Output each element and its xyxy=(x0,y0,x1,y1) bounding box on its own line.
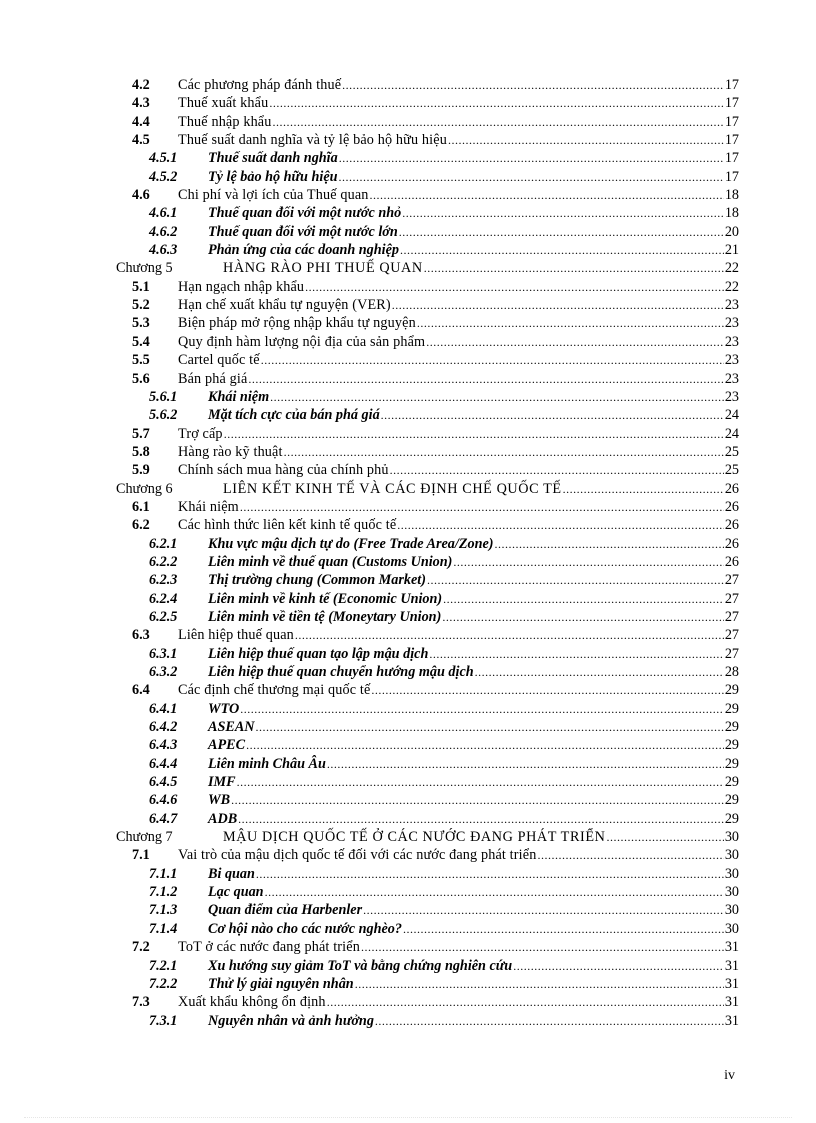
toc-entry[interactable] xyxy=(113,498,739,516)
toc-dot-leader xyxy=(273,113,724,131)
toc-entry-number: 4.5 xyxy=(132,132,150,149)
toc-entry-page: 17 xyxy=(724,168,739,185)
toc-entry-title: Xu hướng suy giảm ToT và bằng chứng nghiên cứu xyxy=(208,957,513,974)
toc-entry-number: 5.2 xyxy=(132,297,150,314)
toc-entry-title: Liên hiệp thuế quan xyxy=(178,627,294,644)
toc-entry-number: 7.1.2 xyxy=(149,884,178,901)
toc-entry[interactable] xyxy=(113,278,739,296)
toc-dot-leader xyxy=(371,681,723,699)
toc-entry[interactable] xyxy=(113,571,739,589)
toc-dot-leader xyxy=(475,663,724,681)
toc-entry-number: 7.2 xyxy=(132,939,150,956)
toc-entry-number: 4.6.2 xyxy=(149,223,178,240)
toc-entry-title: Bi quan xyxy=(208,865,255,882)
toc-entry-number: 7.1 xyxy=(132,847,150,864)
toc-entry-title: Thuế xuất khẩu xyxy=(178,95,269,112)
toc-entry-number: 6.2.3 xyxy=(149,572,178,589)
toc-entry-number: 5.1 xyxy=(132,278,150,295)
toc-dot-leader xyxy=(339,168,724,186)
toc-entry-title: Xuất khẩu không ổn định xyxy=(178,994,326,1011)
toc-entry-page: 31 xyxy=(724,1012,739,1029)
toc-entry[interactable] xyxy=(113,553,739,571)
toc-entry[interactable] xyxy=(113,296,739,314)
toc-entry-number: 5.4 xyxy=(132,333,150,350)
toc-entry-title: Thuế quan đối với một nước nhỏ xyxy=(208,205,402,222)
toc-dot-leader xyxy=(563,480,724,498)
toc-entry-title: Các định chế thương mại quốc tế xyxy=(178,682,371,699)
toc-entry-title: APEC xyxy=(208,737,246,754)
toc-entry-page: 26 xyxy=(724,517,739,534)
toc-entry-number: 6.2.4 xyxy=(149,590,178,607)
toc-entry-title: Lạc quan xyxy=(208,884,264,901)
toc-entry-number: 6.3 xyxy=(132,627,150,644)
toc-dot-leader xyxy=(339,149,724,167)
toc-entry-title: ASEAN xyxy=(208,719,255,736)
toc-entry-page: 27 xyxy=(724,572,739,589)
toc-dot-leader xyxy=(495,535,724,553)
toc-entry-title: Hạn chế xuất khẩu tự nguyện (VER) xyxy=(178,297,391,314)
toc-entry-title: Các hình thức liên kết kinh tế quốc tế xyxy=(178,517,397,534)
toc-entry-title: Liên minh Châu Âu xyxy=(208,755,326,772)
toc-entry-page: 31 xyxy=(724,939,739,956)
toc-dot-leader xyxy=(270,388,724,406)
toc-entry[interactable] xyxy=(113,186,739,204)
toc-dot-leader xyxy=(424,259,724,277)
toc-entry-page: 17 xyxy=(724,150,739,167)
toc-dot-leader xyxy=(453,553,723,571)
toc-entry-page: 17 xyxy=(724,113,739,130)
toc-entry-title: Thuế suất danh nghĩa và tỷ lệ bảo hộ hữu hiệu xyxy=(178,132,447,149)
toc-entry-number: 5.5 xyxy=(132,352,150,369)
toc-entry-number: 4.4 xyxy=(132,113,150,130)
toc-chapter-entry[interactable] xyxy=(113,259,739,277)
toc-entry[interactable] xyxy=(113,883,739,901)
toc-dot-leader xyxy=(381,406,724,424)
toc-entry-page: 29 xyxy=(724,682,739,699)
toc-entry[interactable] xyxy=(113,461,739,479)
toc-entry[interactable] xyxy=(113,920,739,938)
toc-entry[interactable] xyxy=(113,791,739,809)
toc-entry-number: 7.2.1 xyxy=(149,957,178,974)
toc-entry-title: Quan điểm của Harbenler xyxy=(208,902,363,919)
toc-entry[interactable] xyxy=(113,626,739,644)
toc-entry-title: Thuế suất danh nghĩa xyxy=(208,150,338,167)
toc-entry-title: Hàng rào kỹ thuật xyxy=(178,443,283,460)
toc-entry-title: ToT ở các nước đang phát triển xyxy=(178,939,360,956)
toc-entry-page: 27 xyxy=(724,608,739,625)
toc-entry-page: 18 xyxy=(724,187,739,204)
toc-entry[interactable] xyxy=(113,957,739,975)
toc-entry-page: 22 xyxy=(724,260,739,277)
toc-dot-leader xyxy=(448,131,724,149)
toc-entry-number: 4.6.1 xyxy=(149,205,178,222)
toc-entry-page: 23 xyxy=(724,370,739,387)
toc-entry[interactable] xyxy=(113,94,739,112)
toc-dot-leader xyxy=(400,241,724,259)
toc-entry[interactable] xyxy=(113,718,739,736)
toc-entry[interactable] xyxy=(113,516,739,534)
toc-entry-number: 7.1.4 xyxy=(149,920,178,937)
toc-entry-page: 17 xyxy=(724,132,739,149)
toc-entry-number: 6.2.1 xyxy=(149,535,178,552)
toc-dot-leader xyxy=(426,333,724,351)
toc-entry[interactable] xyxy=(113,333,739,351)
table-of-contents xyxy=(113,76,739,1030)
toc-entry[interactable] xyxy=(113,131,739,149)
toc-entry-title: Thử lý giải nguyên nhân xyxy=(208,975,354,992)
toc-entry-number: Chương 5 xyxy=(116,260,173,277)
toc-entry[interactable] xyxy=(113,370,739,388)
toc-entry-page: 30 xyxy=(724,847,739,864)
toc-entry-page: 21 xyxy=(724,242,739,259)
toc-dot-leader xyxy=(269,94,723,112)
toc-entry-number: 4.3 xyxy=(132,95,150,112)
toc-entry-number: 5.9 xyxy=(132,462,150,479)
toc-dot-leader xyxy=(327,993,724,1011)
toc-dot-leader xyxy=(375,1012,724,1030)
toc-entry[interactable] xyxy=(113,1012,739,1030)
toc-entry[interactable] xyxy=(113,865,739,883)
toc-entry-page: 31 xyxy=(724,975,739,992)
toc-entry[interactable] xyxy=(113,700,739,718)
toc-entry-number: 6.2.2 xyxy=(149,553,178,570)
toc-entry-page: 26 xyxy=(724,480,739,497)
toc-entry-number: 6.1 xyxy=(132,498,150,515)
toc-entry-number: 6.4.5 xyxy=(149,774,178,791)
toc-dot-leader xyxy=(443,590,724,608)
toc-dot-leader xyxy=(295,626,724,644)
toc-entry-page: 22 xyxy=(724,278,739,295)
toc-entry-title: Hạn ngạch nhập khẩu xyxy=(178,278,305,295)
toc-dot-leader xyxy=(231,791,724,809)
toc-dot-leader xyxy=(327,755,724,773)
toc-entry-number: 4.6 xyxy=(132,187,150,204)
toc-dot-leader xyxy=(248,370,723,388)
toc-entry[interactable] xyxy=(113,938,739,956)
toc-entry[interactable] xyxy=(113,645,739,663)
toc-dot-leader xyxy=(397,516,724,534)
toc-entry-title: Khái niệm xyxy=(178,498,239,515)
toc-entry[interactable] xyxy=(113,443,739,461)
toc-entry[interactable] xyxy=(113,590,739,608)
toc-entry[interactable] xyxy=(113,351,739,369)
toc-entry[interactable] xyxy=(113,846,739,864)
toc-entry-title: IMF xyxy=(208,774,236,791)
toc-dot-leader xyxy=(237,773,724,791)
toc-dot-leader xyxy=(399,223,724,241)
toc-entry-page: 23 xyxy=(724,352,739,369)
toc-entry-number: 7.1.1 xyxy=(149,865,178,882)
toc-entry-title: WB xyxy=(208,792,231,809)
toc-entry[interactable] xyxy=(113,241,739,259)
toc-entry-title: Tỷ lệ bảo hộ hữu hiệu xyxy=(208,168,338,185)
toc-entry-page: 23 xyxy=(724,388,739,405)
toc-entry-title: Cartel quốc tế xyxy=(178,352,260,369)
toc-entry-title: Trợ cấp xyxy=(178,425,223,442)
toc-entry-number: 4.6.3 xyxy=(149,242,178,259)
toc-entry-title: Nguyên nhân và ảnh hưởng xyxy=(208,1012,374,1029)
toc-entry-title: HÀNG RÀO PHI THUẾ QUAN xyxy=(223,260,423,277)
toc-entry[interactable] xyxy=(113,76,739,94)
toc-entry-title: Liên minh về tiền tệ (Moneytary Union) xyxy=(208,608,442,625)
toc-entry-page: 29 xyxy=(724,792,739,809)
toc-dot-leader xyxy=(363,901,724,919)
toc-dot-leader xyxy=(537,846,723,864)
toc-dot-leader xyxy=(361,938,724,956)
toc-entry-page: 27 xyxy=(724,627,739,644)
toc-entry[interactable] xyxy=(113,535,739,553)
toc-entry[interactable] xyxy=(113,113,739,131)
toc-entry-number: Chương 7 xyxy=(116,829,173,846)
toc-entry-title: Các phương pháp đánh thuế xyxy=(178,77,342,93)
toc-entry[interactable] xyxy=(113,314,739,332)
toc-dot-leader xyxy=(261,351,724,369)
toc-entry-title: Khu vực mậu dịch tự do (Free Trade Area/Zone) xyxy=(208,535,494,552)
toc-entry-page: 17 xyxy=(724,95,739,112)
toc-entry-number: 7.2.2 xyxy=(149,975,178,992)
toc-entry-number: Chương 6 xyxy=(116,480,173,497)
toc-entry-page: 30 xyxy=(724,902,739,919)
toc-entry-title: LIÊN KẾT KINH TẾ VÀ CÁC ĐỊNH CHẾ QUỐC TẾ xyxy=(223,480,562,497)
toc-entry-page: 25 xyxy=(724,462,739,479)
toc-entry-page: 30 xyxy=(724,865,739,882)
toc-entry-page: 31 xyxy=(724,994,739,1011)
toc-entry-number: 6.4.6 xyxy=(149,792,178,809)
toc-entry-number: 6.2.5 xyxy=(149,608,178,625)
toc-dot-leader xyxy=(224,425,724,443)
toc-entry-page: 29 xyxy=(724,810,739,827)
toc-entry-page: 28 xyxy=(724,664,739,680)
toc-entry-title: Thuế quan đối với một nước lớn xyxy=(208,223,398,240)
toc-entry-number: 6.3.2 xyxy=(149,664,178,680)
toc-entry-page: 23 xyxy=(724,315,739,332)
toc-dot-leader xyxy=(256,865,724,883)
toc-dot-leader xyxy=(238,810,724,828)
toc-entry[interactable] xyxy=(113,681,739,699)
toc-entry-number: 6.3.1 xyxy=(149,645,178,662)
toc-entry-number: 6.4.2 xyxy=(149,719,178,736)
toc-chapter-entry[interactable] xyxy=(113,480,739,498)
toc-entry-title: Khái niệm xyxy=(208,388,270,405)
toc-entry-page: 26 xyxy=(724,553,739,570)
toc-entry-title: Cơ hội nào cho các nước nghèo? xyxy=(208,920,402,937)
page-number: iv xyxy=(724,1068,735,1083)
toc-entry-page: 20 xyxy=(724,223,739,240)
toc-dot-leader xyxy=(427,571,724,589)
toc-entry-number: 4.5.1 xyxy=(149,150,178,167)
toc-entry-page: 27 xyxy=(724,590,739,607)
toc-entry[interactable] xyxy=(113,975,739,993)
toc-entry-title: Thuế nhập khẩu xyxy=(178,113,272,130)
toc-entry[interactable] xyxy=(113,168,739,186)
toc-entry[interactable] xyxy=(113,388,739,406)
toc-dot-leader xyxy=(403,920,724,938)
toc-entry-page: 30 xyxy=(724,884,739,901)
toc-entry-number: 7.1.3 xyxy=(149,902,178,919)
toc-dot-leader xyxy=(284,443,724,461)
toc-entry-number: 5.6.1 xyxy=(149,388,178,405)
toc-dot-leader xyxy=(390,461,724,479)
toc-entry-title: Biện pháp mở rộng nhập khẩu tự nguyện xyxy=(178,315,416,332)
toc-entry-page: 30 xyxy=(724,829,739,846)
toc-entry-page: 23 xyxy=(724,297,739,314)
toc-entry-title: Liên minh về kinh tế (Economic Union) xyxy=(208,590,443,607)
toc-entry-number: 6.4.4 xyxy=(149,755,178,772)
toc-entry-title: Bán phá giá xyxy=(178,370,248,387)
toc-entry-number: 6.4.1 xyxy=(149,700,178,717)
toc-entry[interactable] xyxy=(113,223,739,241)
toc-entry-page: 31 xyxy=(724,957,739,974)
toc-entry-title: Chi phí và lợi ích của Thuế quan xyxy=(178,187,369,204)
toc-entry-number: 7.3.1 xyxy=(149,1012,178,1029)
toc-dot-leader xyxy=(513,957,724,975)
toc-dot-leader xyxy=(246,736,724,754)
toc-entry-title: MẬU DỊCH QUỐC TẾ Ở CÁC NƯỚC ĐANG PHÁT TRIỂN xyxy=(223,829,606,846)
toc-dot-leader xyxy=(355,975,724,993)
toc-entry[interactable] xyxy=(113,755,739,773)
toc-entry-page: 18 xyxy=(724,205,739,222)
toc-entry[interactable] xyxy=(113,608,739,626)
toc-entry[interactable] xyxy=(113,149,739,167)
toc-entry-page: 30 xyxy=(724,920,739,937)
toc-dot-leader xyxy=(606,828,723,846)
toc-chapter-entry[interactable] xyxy=(113,828,739,846)
toc-entry-page: 25 xyxy=(724,443,739,460)
toc-dot-leader xyxy=(402,204,724,222)
toc-dot-leader xyxy=(370,186,724,204)
toc-entry-page: 27 xyxy=(724,645,739,662)
toc-entry-number: 6.4.3 xyxy=(149,737,178,754)
toc-entry-page: 26 xyxy=(724,535,739,552)
toc-entry-page: 17 xyxy=(724,77,739,93)
toc-entry-title: Chính sách mua hàng của chính phủ xyxy=(178,462,389,479)
toc-entry[interactable] xyxy=(113,425,739,443)
toc-entry-title: Quy định hàm lượng nội địa của sản phẩm xyxy=(178,333,426,350)
toc-entry[interactable] xyxy=(113,204,739,222)
toc-dot-leader xyxy=(417,314,724,332)
toc-entry-number: 5.6 xyxy=(132,370,150,387)
toc-dot-leader xyxy=(429,645,723,663)
toc-entry-page: 26 xyxy=(724,498,739,515)
toc-entry-page: 29 xyxy=(724,755,739,772)
toc-entry-title: Mặt tích cực của bán phá giá xyxy=(208,407,380,424)
toc-entry-number: 5.8 xyxy=(132,443,150,460)
toc-entry-page: 29 xyxy=(724,719,739,736)
toc-entry-page: 29 xyxy=(724,700,739,717)
toc-entry-title: Vai trò của mậu dịch quốc tế đối với các nước đang phát triển xyxy=(178,847,537,864)
toc-entry-number: 5.3 xyxy=(132,315,150,332)
toc-dot-leader xyxy=(442,608,724,626)
toc-entry[interactable] xyxy=(113,901,739,919)
toc-entry-title: ADB xyxy=(208,810,238,827)
toc-entry-page: 24 xyxy=(724,407,739,424)
toc-entry-number: 5.7 xyxy=(132,425,150,442)
page-bottom-border xyxy=(24,1117,792,1118)
toc-entry-title: Liên hiệp thuế quan tạo lập mậu dịch xyxy=(208,645,429,662)
toc-entry-title: Thị trường chung (Common Market) xyxy=(208,572,426,589)
toc-entry-number: 5.6.2 xyxy=(149,407,178,424)
toc-entry[interactable] xyxy=(113,406,739,424)
toc-entry-page: 29 xyxy=(724,774,739,791)
toc-entry-title: Liên hiệp thuế quan chuyển hướng mậu dịch xyxy=(208,664,474,680)
toc-dot-leader xyxy=(305,278,724,296)
toc-entry-title: WTO xyxy=(208,700,240,717)
toc-entry-number: 6.4.7 xyxy=(149,810,178,827)
toc-entry-page: 24 xyxy=(724,425,739,442)
toc-entry[interactable] xyxy=(113,663,739,681)
toc-entry-title: Phản ứng của các doanh nghiệp xyxy=(208,242,399,259)
toc-dot-leader xyxy=(256,718,724,736)
toc-dot-leader xyxy=(392,296,724,314)
toc-dot-leader xyxy=(265,883,724,901)
toc-entry-number: 4.2 xyxy=(132,77,150,93)
toc-entry-page: 29 xyxy=(724,737,739,754)
toc-entry-number: 4.5.2 xyxy=(149,168,178,185)
toc-dot-leader xyxy=(240,700,724,718)
toc-entry[interactable] xyxy=(113,773,739,791)
toc-dot-leader xyxy=(342,76,724,94)
toc-entry[interactable] xyxy=(113,810,739,828)
toc-dot-leader xyxy=(240,498,724,516)
toc-entry[interactable] xyxy=(113,736,739,754)
toc-entry-title: Liên minh về thuế quan (Customs Union) xyxy=(208,553,453,570)
toc-entry-page: 23 xyxy=(724,333,739,350)
toc-entry[interactable] xyxy=(113,993,739,1011)
toc-entry-number: 6.2 xyxy=(132,517,150,534)
toc-entry-number: 7.3 xyxy=(132,994,150,1011)
toc-entry-number: 6.4 xyxy=(132,682,150,699)
